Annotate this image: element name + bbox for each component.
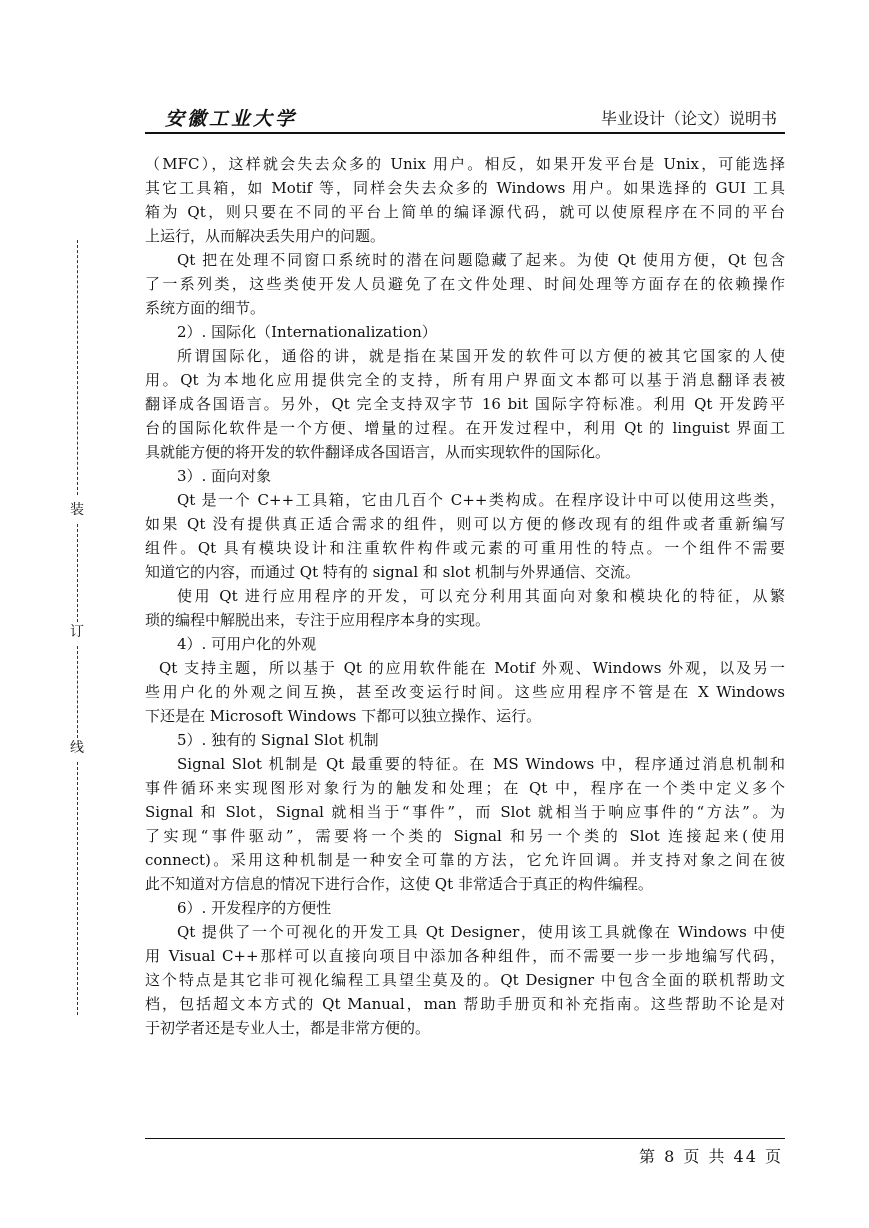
binding-dash	[77, 646, 78, 738]
text-line: 此不知道对方信息的情况下进行合作，这使 Qt 非常适合于真正的构件编程。	[145, 875, 653, 893]
text-line: 知道它的内容，而通过 Qt 特有的 signal 和 slot 机制与外界通信、交流。	[145, 563, 640, 581]
text-line: 翻译成各国语言。另外，Qt 完全支持双字节 16 bit 国际字符标准。利用 Qt 开发跨平	[145, 395, 785, 413]
text-line: Qt 是一个 C++工具箱，它由几百个 C++类构成。在程序设计中可以使用这些类，	[177, 491, 785, 509]
text-line: 用。Qt 为本地化应用提供完全的支持，所有用户界面文本都可以基于消息翻译表被	[145, 371, 785, 389]
text-line: 具就能方便的将开发的软件翻译成各国语言，从而实现软件的国际化。	[145, 443, 611, 461]
binding-dash	[77, 762, 78, 1015]
text-line: 使用 Qt 进行应用程序的开发，可以充分利用其面向对象和模块化的特征，从繁	[177, 587, 785, 605]
header-rule	[145, 132, 785, 134]
text-line: 3）. 面向对象	[177, 467, 272, 485]
binding-line	[62, 240, 92, 1015]
text-line: 系统方面的细节。	[145, 299, 266, 317]
text-line: 琐的编程中解脱出来，专注于应用程序本身的实现。	[145, 611, 491, 629]
text-line: Qt 支持主题，所以基于 Qt 的应用软件能在 Motif 外观、Windows 外观，以及另一	[159, 659, 785, 677]
text-line: Signal 和 Slot，Signal 就相当于“事件”，而 Slot 就相当于响应事件的“方法”。为	[145, 803, 785, 821]
text-line: 事件循环来实现图形对象行为的触发和处理；在 Qt 中，程序在一个类中定义多个	[145, 779, 785, 797]
text-line: 5）. 独有的 Signal Slot 机制	[177, 731, 379, 749]
binding-char-xian: 线	[70, 740, 84, 756]
text-line: （MFC），这样就会失去众多的 Unix 用户。相反，如果开发平台是 Unix，可能选择	[145, 155, 785, 173]
body-text	[145, 152, 785, 1040]
text-line: connect)。采用这种机制是一种安全可靠的方法，它允许回调。并支持对象之间在彼	[145, 851, 785, 869]
text-line: 箱为 Qt，则只要在不同的平台上简单的编译源代码，就可以使原程序在不同的平台	[145, 203, 785, 221]
text-line: 用 Visual C++那样可以直接向项目中添加各种组件，而不需要一步一步地编写代码，	[145, 947, 785, 965]
binding-dash	[77, 240, 78, 495]
text-line: Qt 把在处理不同窗口系统时的潜在问题隐藏了起来。为使 Qt 使用方便，Qt 包含	[177, 251, 785, 269]
text-line: 4）. 可用户化的外观	[177, 635, 317, 653]
text-line: 台的国际化软件是一个方便、增量的过程。在开发过程中，利用 Qt 的 linguist 界面工	[145, 419, 785, 437]
text-line: 下还是在 Microsoft Windows 下都可以独立操作、运行。	[145, 707, 542, 725]
document-type-label: 毕业设计（论文）说明书	[600, 109, 777, 128]
binding-char-ding: 订	[70, 624, 84, 640]
binding-dash	[77, 524, 78, 622]
page-footer	[145, 1142, 785, 1166]
text-line: 了一系列类，这些类使开发人员避免了在文件处理、时间处理等方面存在的依赖操作	[145, 275, 785, 293]
text-line: 这个特点是其它非可视化编程工具望尘莫及的。Qt Designer 中包含全面的联机帮助文	[145, 971, 785, 989]
text-line: 上运行，从而解决丢失用户的问题。	[145, 227, 386, 245]
text-line: 组件。Qt 具有模块设计和注重软件构件或元素的可重用性的特点。一个组件不需要	[145, 539, 785, 557]
page-number: 第 8 页 共 44 页	[639, 1147, 783, 1166]
text-line: 些用户化的外观之间互换，甚至改变运行时间。这些应用程序不管是在 X Windows	[145, 683, 785, 701]
page-header	[145, 98, 785, 132]
text-line: 6）. 开发程序的方便性	[177, 899, 332, 917]
text-line: Signal Slot 机制是 Qt 最重要的特征。在 MS Windows 中，程序通过消息机制和	[177, 755, 785, 773]
text-line: 了实现“事件驱动”，需要将一个类的 Signal 和另一个类的 Slot 连接起来(使用	[145, 827, 785, 845]
university-logo: 安徽工业大学	[165, 108, 298, 130]
text-line: 其它工具箱，如 Motif 等，同样会失去众多的 Windows 用户。如果选择的 GUI 工具	[145, 179, 785, 197]
text-line: 所谓国际化，通俗的讲，就是指在某国开发的软件可以方便的被其它国家的人使	[177, 347, 785, 365]
text-line: Qt 提供了一个可视化的开发工具 Qt Designer，使用该工具就像在 Windows 中使	[177, 923, 785, 941]
text-line: 档，包括超文本方式的 Qt Manual，man 帮助手册页和补充指南。这些帮助不论是对	[145, 995, 785, 1013]
text-line: 如果 Qt 没有提供真正适合需求的组件，则可以方便的修改现有的组件或者重新编写	[145, 515, 785, 533]
binding-char-zhuang: 装	[70, 502, 84, 518]
text-line: 2）. 国际化（Internationalization）	[177, 323, 437, 341]
footer-rule	[145, 1138, 785, 1139]
text-line: 于初学者还是专业人士，都是非常方便的。	[145, 1019, 431, 1037]
